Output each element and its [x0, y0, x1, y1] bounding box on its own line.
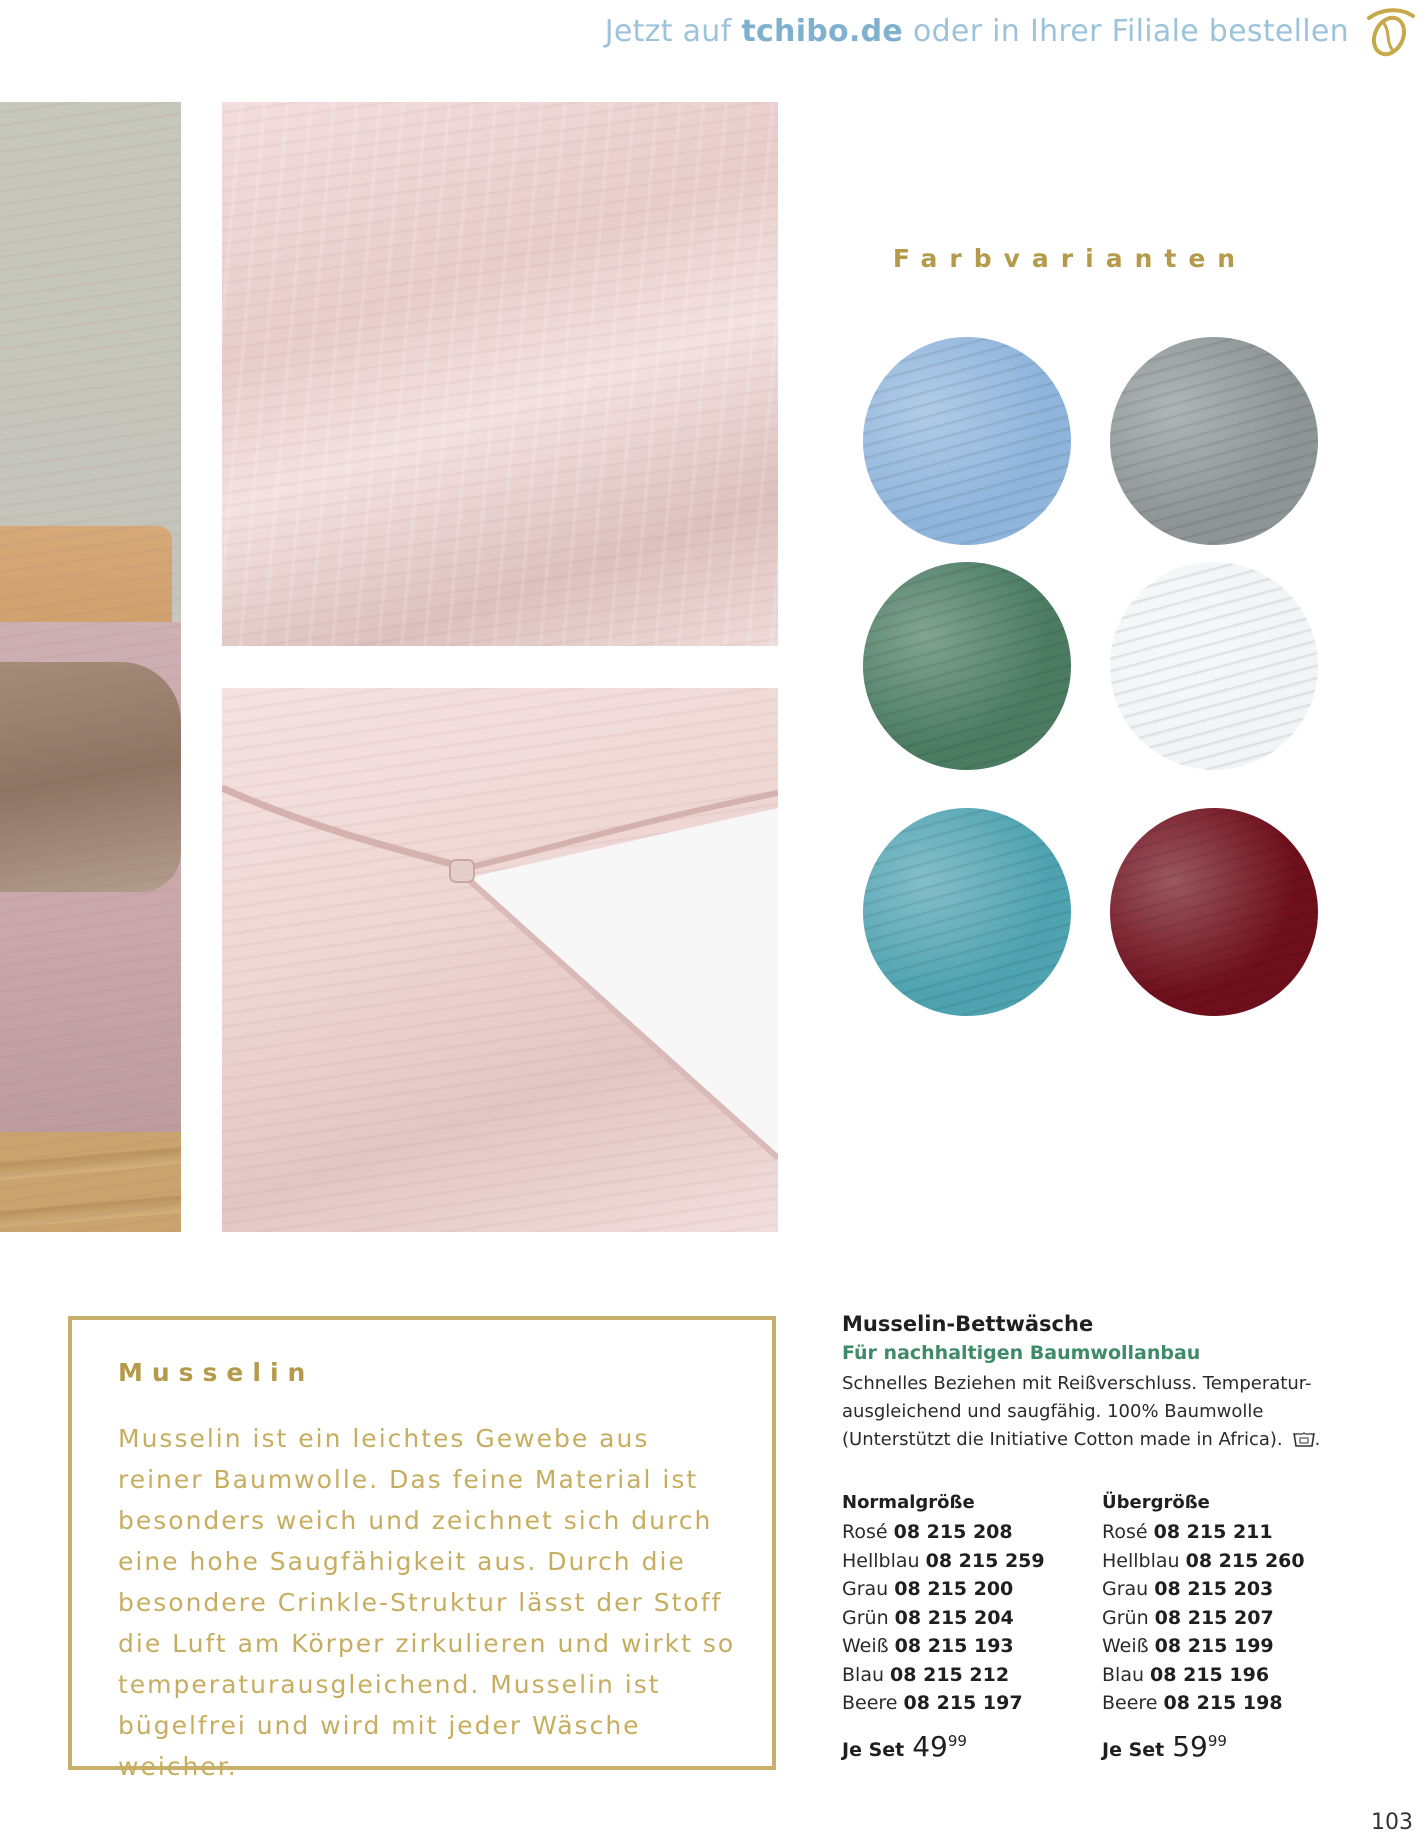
article-number: 08 215 211 — [1153, 1521, 1273, 1543]
size-row — [842, 1575, 1082, 1604]
size-column-normal — [842, 1488, 1082, 1763]
price — [1102, 1730, 1342, 1763]
color-name: Rosé — [842, 1521, 888, 1543]
price-main: 59 — [1172, 1729, 1208, 1763]
color-name: Grün — [1102, 1606, 1149, 1629]
article-number: 08 215 198 — [1163, 1692, 1283, 1714]
musselin-info-box — [68, 1316, 776, 1781]
color-swatch-light-blue[interactable] — [863, 337, 1071, 545]
order-hint-prefix: Jetzt auf — [604, 14, 732, 49]
pillow-insert-illustration — [222, 688, 778, 1232]
article-number: 08 215 193 — [894, 1635, 1014, 1657]
size-row — [1102, 1547, 1342, 1576]
color-name: Beere — [842, 1692, 898, 1714]
article-number: 08 215 203 — [1154, 1578, 1274, 1600]
description-line — [842, 1426, 1362, 1454]
color-name: Beere — [1102, 1692, 1158, 1714]
site-link[interactable]: tchibo.de — [741, 14, 904, 49]
info-title: Musselin — [118, 1358, 315, 1387]
article-number: 08 215 200 — [894, 1578, 1014, 1600]
page-number: 103 — [1371, 1810, 1413, 1835]
wash-40-icon — [1293, 1431, 1315, 1447]
size-column-oversize — [1102, 1488, 1342, 1763]
article-number: 08 215 207 — [1154, 1606, 1274, 1629]
article-number: 08 215 204 — [894, 1606, 1014, 1629]
size-row — [842, 1518, 1082, 1547]
description-line: ausgleichend und saugfähig. 100% Baumwolle — [842, 1401, 1264, 1422]
article-number: 08 215 260 — [1185, 1549, 1305, 1572]
description-line: Schnelles Beziehen mit Reißverschluss. Temperatur- — [842, 1373, 1312, 1394]
color-swatch-grey[interactable] — [1110, 337, 1318, 545]
price-cents: 99 — [1207, 1731, 1227, 1750]
size-row — [1102, 1518, 1342, 1547]
size-row — [1102, 1632, 1342, 1661]
color-name: Blau — [842, 1663, 884, 1686]
tchibo-bean-icon — [1361, 4, 1419, 62]
price-cents: 99 — [947, 1731, 967, 1750]
color-name: Grau — [1102, 1578, 1149, 1600]
size-row — [842, 1661, 1082, 1690]
product-subtitle: Für nachhaltigen Baumwollanbau — [842, 1342, 1201, 1364]
color-name: Rosé — [1102, 1521, 1148, 1543]
size-row — [842, 1632, 1082, 1661]
size-row — [1102, 1604, 1342, 1633]
size-heading: Normalgröße — [842, 1492, 975, 1513]
article-number: 08 215 208 — [893, 1521, 1013, 1543]
size-row — [842, 1604, 1082, 1633]
color-name: Blau — [1102, 1663, 1144, 1686]
color-name: Weiß — [1102, 1635, 1149, 1657]
product-description — [842, 1370, 1362, 1454]
size-heading: Übergröße — [1102, 1492, 1210, 1513]
bedroom-photo — [0, 102, 181, 1232]
fabric-closeup-photo — [222, 102, 778, 646]
size-row — [1102, 1661, 1342, 1690]
size-row — [842, 1689, 1082, 1718]
order-hint — [605, 14, 1349, 49]
color-name: Weiß — [842, 1635, 889, 1657]
description-line-text: (Unterstützt die Initiative Cotton made in Africa). — [842, 1429, 1283, 1450]
variants-title: Farbvarianten — [892, 244, 1248, 273]
article-number: 08 215 259 — [925, 1549, 1045, 1572]
article-number: 08 215 212 — [890, 1663, 1010, 1686]
size-row — [842, 1547, 1082, 1576]
color-swatch-berry[interactable] — [1110, 808, 1318, 1016]
order-hint-suffix: oder in Ihrer Filiale bestellen — [912, 14, 1349, 49]
price-main: 49 — [912, 1729, 948, 1763]
color-swatch-white[interactable] — [1110, 562, 1318, 770]
color-swatch-turquoise[interactable] — [863, 808, 1071, 1016]
article-number: 08 215 197 — [903, 1692, 1023, 1714]
color-name: Grau — [842, 1578, 889, 1600]
info-text: Musselin ist ein leichtes Gewebe aus reiner Baumwolle. Das feine Material ist besonders weich und zeichnet sich durch eine hohe Saugfähigkeit aus. Durch die besondere Crinkle-Struktur lässt der Stoff die Luft am Körper zirkulieren und wirkt so temperaturausgleichend. Musselin ist bügelfrei und wird mit jeder Wäsche weicher. — [118, 1424, 736, 1781]
price-label: Je Set — [1102, 1738, 1165, 1761]
color-swatch-green[interactable] — [863, 562, 1071, 770]
trailing-period: . — [1314, 1429, 1321, 1450]
product-title: Musselin-Bettwäsche — [842, 1312, 1094, 1336]
color-name: Hellblau — [1102, 1549, 1180, 1572]
size-row — [1102, 1575, 1342, 1604]
pillow-zipper-photo — [222, 688, 778, 1232]
article-number: 08 215 196 — [1150, 1663, 1270, 1686]
article-number: 08 215 199 — [1154, 1635, 1274, 1657]
color-name: Hellblau — [842, 1549, 920, 1572]
price-label: Je Set — [842, 1738, 905, 1761]
price — [842, 1730, 1082, 1763]
size-row — [1102, 1689, 1342, 1718]
color-name: Grün — [842, 1606, 889, 1629]
